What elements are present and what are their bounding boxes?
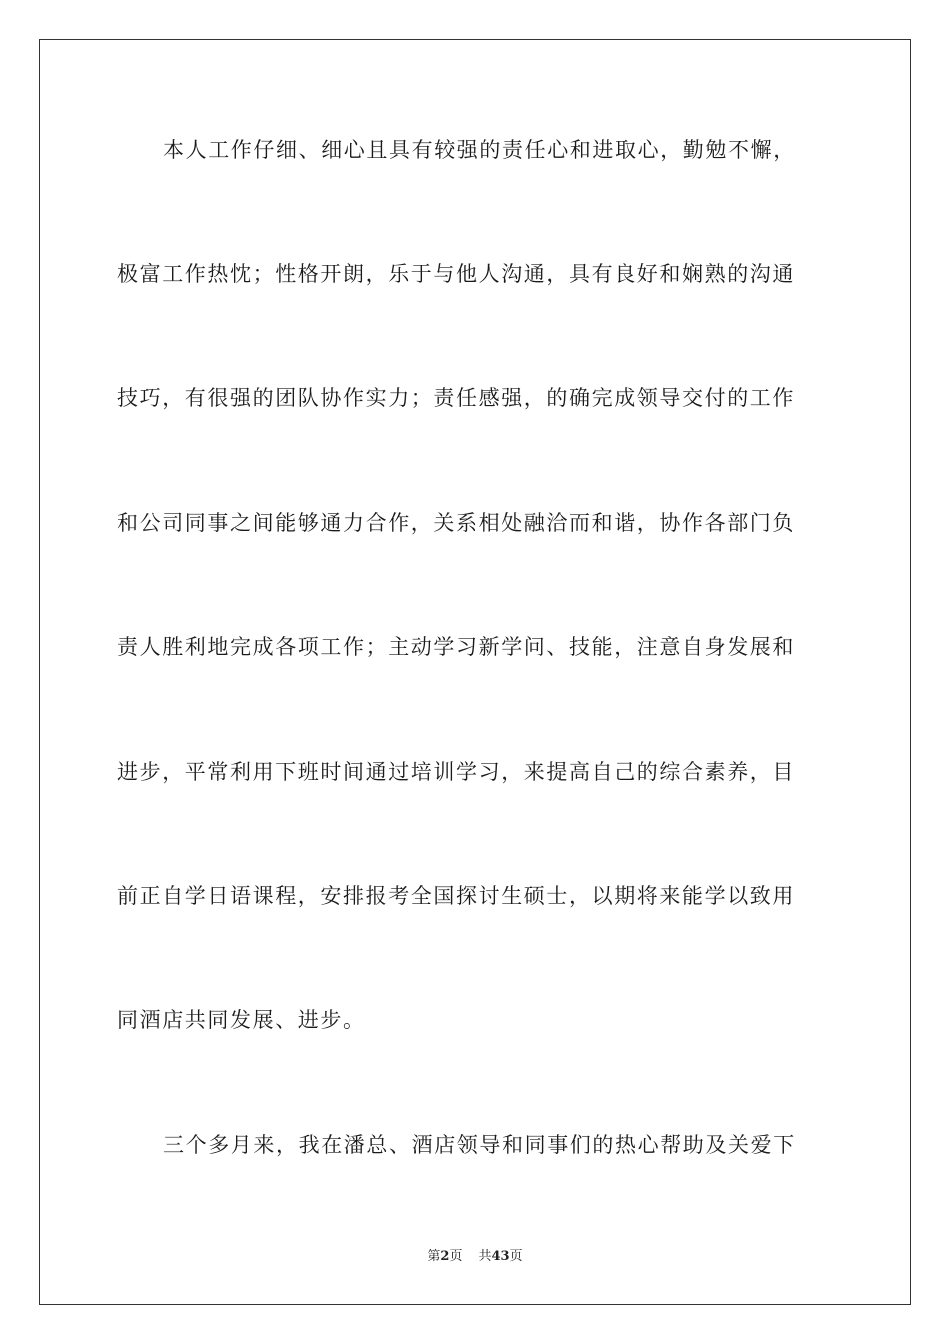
paragraph-line: 极富工作热忱；性格开朗，乐于与他人沟通，具有良好和娴熟的沟通	[117, 262, 795, 286]
total-suffix: 页	[509, 1249, 523, 1264]
paragraph-line: 同酒店共同发展、进步。	[117, 1008, 366, 1032]
paragraph-line: 前正自学日语课程，安排报考全国探讨生硕士，以期将来能学以致用	[117, 884, 795, 908]
paragraph-line: 本人工作仔细、细心且具有较强的责任心和进取心，勤勉不懈，	[163, 138, 796, 162]
paragraph-line: 三个多月来，我在潘总、酒店领导和同事们的热心帮助及关爱下	[163, 1133, 796, 1157]
page-footer	[0, 1248, 950, 1266]
page-prefix: 第	[427, 1249, 441, 1264]
total-prefix: 共	[478, 1249, 492, 1264]
page-suffix: 页	[449, 1249, 463, 1264]
paragraph-line: 和公司同事之间能够通力合作，关系相处融洽而和谐，协作各部门负	[117, 511, 795, 535]
page-border	[39, 39, 911, 1305]
total-pages: 43	[491, 1249, 510, 1264]
page-number: 2	[440, 1249, 450, 1264]
paragraph-line: 责人胜利地完成各项工作；主动学习新学问、技能，注意自身发展和	[117, 635, 795, 659]
paragraph-line: 技巧，有很强的团队协作实力；责任感强，的确完成领导交付的工作	[117, 386, 795, 410]
paragraph-line: 进步，平常利用下班时间通过培训学习，来提高自己的综合素养，目	[117, 760, 795, 784]
